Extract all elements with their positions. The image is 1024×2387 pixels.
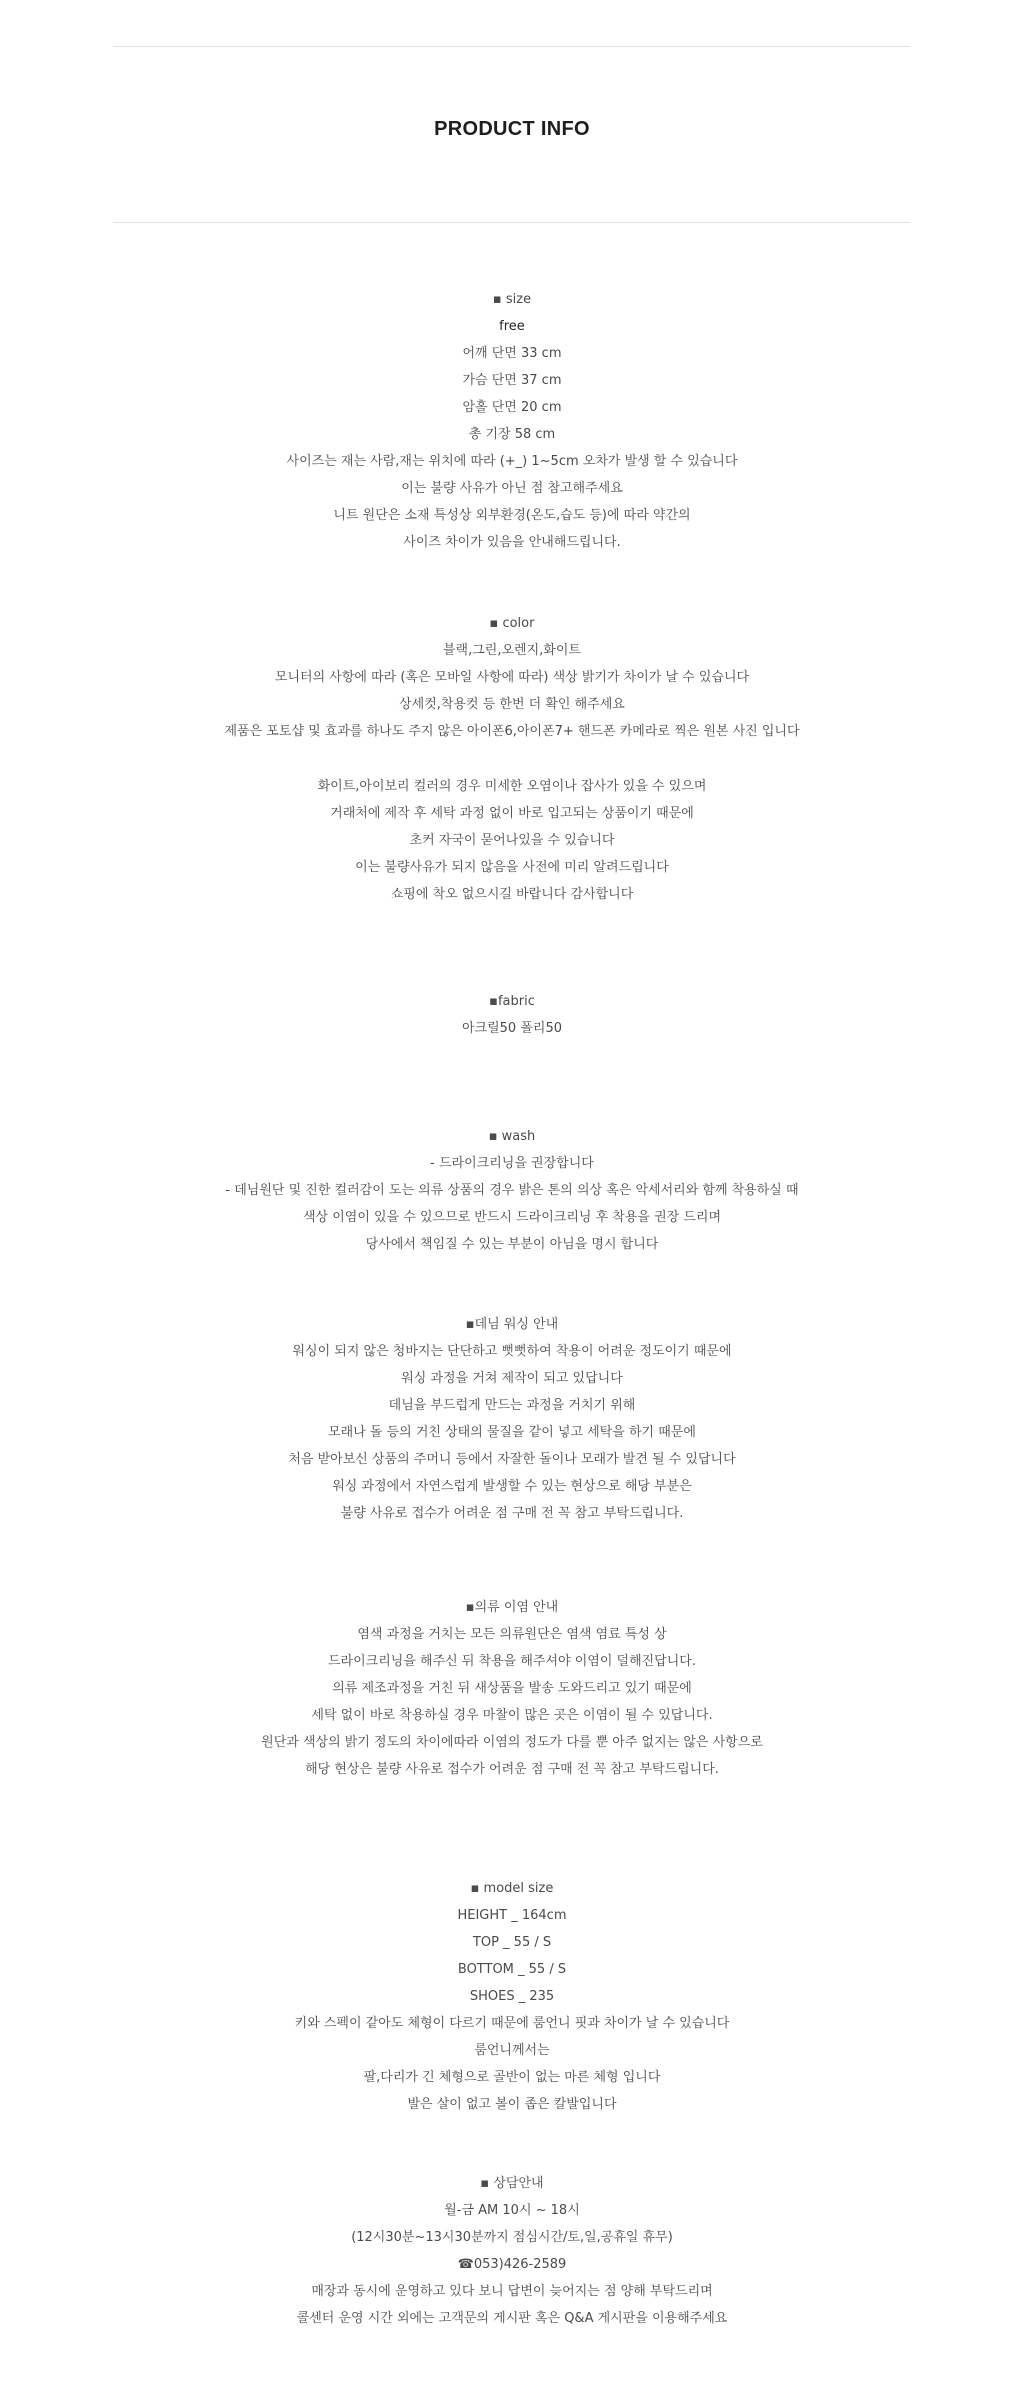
wash-heading: ▪ wash	[488, 1129, 536, 1144]
dye-section	[0, 1594, 1024, 1783]
denim-line: 워싱 과정에서 자연스럽게 발생할 수 있는 현상으로 해당 부분은	[332, 1479, 692, 1494]
model-line: BOTTOM _ 55 / S	[457, 1962, 567, 1977]
denim-line: 불량 사유로 접수가 어려운 점 구매 전 꼭 참고 부탁드립니다.	[340, 1506, 684, 1521]
denim-line: 워싱 과정을 거쳐 제작이 되고 있답니다	[401, 1371, 623, 1386]
dye-line: 염색 과정을 거치는 모든 의류원단은 염색 염료 특성 상	[357, 1627, 667, 1642]
contact-section	[0, 2170, 1024, 2332]
page-title: PRODUCT INFO	[434, 118, 590, 140]
denim-line: 데님을 부드럽게 만드는 과정을 거치기 위해	[388, 1398, 636, 1413]
denim-heading: ▪데님 워싱 안내	[465, 1317, 559, 1332]
denim-line: 처음 받아보신 상품의 주머니 등에서 자잘한 돌이나 모래가 발견 될 수 있답니다	[288, 1452, 736, 1467]
dye-line: 해당 현상은 불량 사유로 접수가 어려운 점 구매 전 꼭 참고 부탁드립니다.	[305, 1762, 719, 1777]
model-line: 팔,다리가 긴 체형으로 골반이 없는 마른 체형 입니다	[363, 2070, 661, 2085]
contact-line: 매장과 동시에 운영하고 있다 보니 답변이 늦어지는 점 양해 부탁드리며	[311, 2284, 713, 2299]
contact-heading: ▪ 상담안내	[480, 2176, 544, 2191]
color-line: 블랙,그린,오렌지,화이트	[443, 643, 581, 658]
model-line: 키와 스펙이 같아도 체형이 다르기 때문에 룸언니 핏과 차이가 날 수 있습니다	[294, 2016, 730, 2031]
wash-line: 색상 이염이 있을 수 있으므로 반드시 드라이크리닝 후 착용을 권장 드리며	[302, 1210, 722, 1225]
size-section	[0, 286, 1024, 556]
color-line: 모니터의 사항에 따라 (혹은 모바일 사항에 따라) 색상 밝기가 차이가 날 수 있습니다	[274, 670, 750, 685]
wash-line: 당사에서 책임질 수 있는 부분이 아님을 명시 합니다	[365, 1237, 659, 1252]
bottom-divider	[113, 222, 910, 223]
contact-phone: ☎053)426-2589	[457, 2257, 567, 2272]
size-line: 사이즈는 재는 사람,재는 위치에 따라 (+_) 1~5cm 오차가 발생 할 수 있습니다	[286, 454, 738, 469]
size-line: 이는 불량 사유가 아닌 점 참고해주세요	[401, 481, 623, 496]
color-heading: ▪ color	[489, 616, 535, 631]
dye-line: 세탁 없이 바로 착용하실 경우 마찰이 많은 곳은 이염이 될 수 있답니다.	[311, 1708, 713, 1723]
model-line: 발은 살이 없고 볼이 좁은 칼발입니다	[407, 2097, 617, 2112]
color-notice-line: 쇼핑에 착오 없으시길 바랍니다 감사합니다	[390, 887, 634, 902]
color-notice-line: 화이트,아이보리 컬러의 경우 미세한 오염이나 잡사가 있을 수 있으며	[317, 779, 707, 794]
dye-heading: ▪의류 이염 안내	[465, 1600, 559, 1615]
color-line: 상세컷,착용컷 등 한번 더 확인 해주세요	[399, 697, 625, 712]
fabric-section	[0, 988, 1024, 1042]
size-line: 니트 원단은 소재 특성상 외부환경(온도,습도 등)에 따라 약간의	[333, 508, 691, 523]
color-notice-line: 초커 자국이 묻어나있을 수 있습니다	[409, 833, 615, 848]
denim-line: 워싱이 되지 않은 청바지는 단단하고 뻣뻣하여 착용이 어려운 정도이기 때문에	[292, 1344, 732, 1359]
contact-lunch: (12시30분~13시30분까지 점심시간/토,일,공휴일 휴무)	[351, 2230, 673, 2245]
model-line: 룸언니께서는	[474, 2043, 550, 2058]
wash-section	[0, 1123, 1024, 1258]
contact-hours: 월-금 AM 10시 ~ 18시	[444, 2203, 580, 2218]
model-line: HEIGHT _ 164cm	[457, 1908, 567, 1923]
model-line: TOP _ 55 / S	[472, 1935, 552, 1950]
color-notice-line: 이는 불량사유가 되지 않음을 사전에 미리 알려드립니다	[355, 860, 669, 875]
dye-line: 의류 제조과정을 거친 뒤 새상품을 발송 도와드리고 있기 때문에	[332, 1681, 692, 1696]
size-heading: ▪ size	[492, 292, 532, 307]
color-line: 제품은 포토샵 및 효과를 하나도 주지 않은 아이폰6,아이폰7+ 핸드폰 카메라로 찍은 원본 사진 입니다	[224, 724, 800, 739]
denim-section	[0, 1311, 1024, 1527]
color-notice-line: 거래처에 제작 후 세탁 과정 없이 바로 입고되는 상품이기 때문에	[330, 806, 694, 821]
contact-line: 콜센터 운영 시간 외에는 고객문의 게시판 혹은 Q&A 게시판을 이용해주세요	[296, 2311, 728, 2326]
color-notice-section	[0, 773, 1024, 908]
fabric-line: 아크릴50 폴리50	[461, 1021, 562, 1036]
size-line: 암홀 단면 20 cm	[462, 400, 562, 415]
size-line: 가슴 단면 37 cm	[462, 373, 562, 388]
dye-line: 원단과 색상의 밝기 정도의 차이에따라 이염의 정도가 다를 뿐 아주 없지는 않은 사항으로	[261, 1735, 763, 1750]
top-divider	[113, 46, 910, 47]
size-line: 어깨 단면 33 cm	[462, 346, 562, 361]
color-section	[0, 610, 1024, 745]
model-heading: ▪ model size	[470, 1881, 554, 1896]
model-section	[0, 1875, 1024, 2118]
size-line: free	[499, 319, 525, 334]
size-line: 사이즈 차이가 있음을 안내해드립니다.	[403, 535, 621, 550]
model-line: SHOES _ 235	[469, 1989, 555, 2004]
size-line: 총 기장 58 cm	[468, 427, 556, 442]
fabric-heading: ▪fabric	[489, 994, 535, 1009]
denim-line: 모래나 돌 등의 거친 상태의 물질을 같이 넣고 세탁을 하기 때문에	[328, 1425, 696, 1440]
dye-line: 드라이크리닝을 해주신 뒤 착용을 해주셔야 이염이 덜해진답니다.	[328, 1654, 696, 1669]
wash-line: - 데님원단 및 진한 컬러감이 도는 의류 상품의 경우 밝은 톤의 의상 혹은 악세서리와 함께 착용하실 때	[225, 1183, 799, 1198]
wash-line: - 드라이크리닝을 권장합니다	[430, 1156, 594, 1171]
